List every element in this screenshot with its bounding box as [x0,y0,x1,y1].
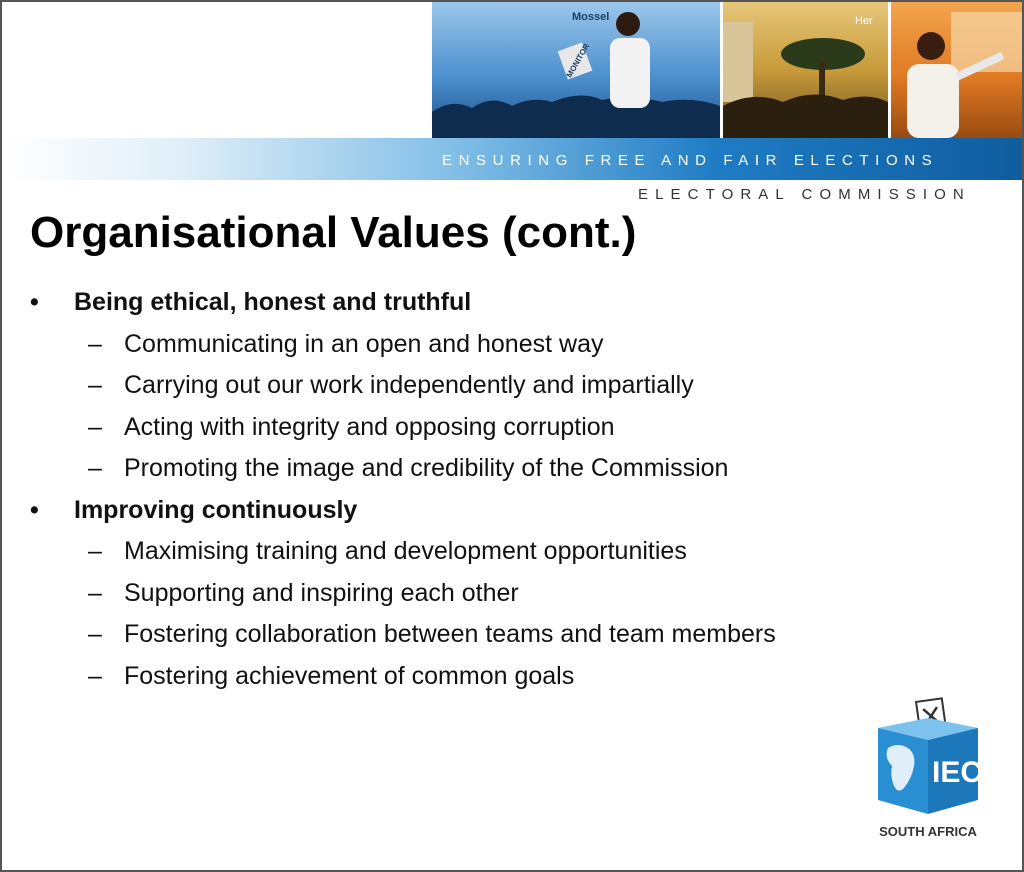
list-item [30,533,930,575]
bullet-marker: • [30,495,39,524]
dash-marker: – [88,661,102,690]
iec-logo [868,696,988,846]
photo-text-her: Her [855,15,873,27]
dash-marker: – [88,620,102,648]
item-text: Carrying out our work independently and impartially [124,371,694,399]
list-item [30,450,930,492]
item-text: Maximising training and development opportunities [124,537,687,565]
slide-title: Organisational Values (cont.) [30,208,637,257]
logo-caption: SOUTH AFRICA [879,824,977,839]
item-text: Acting with integrity and opposing corruption [124,412,615,441]
photo-village-queue [723,2,888,138]
item-text: Fostering achievement of common goals [124,661,575,690]
photo-text-mossel: Mossel [572,11,610,23]
organisation-name: ELECTORAL COMMISSION [638,186,971,203]
photo-official-map [891,2,1022,138]
dash-marker: – [88,537,102,565]
dash-marker: – [88,329,102,358]
bullet-list [30,284,930,699]
item-text: Communicating in an open and honest way [124,329,604,358]
heading-text: Improving continuously [74,495,358,524]
dash-marker: – [88,578,102,607]
photo-text-monitor: MONITOR [564,42,592,80]
tagline: ENSURING FREE AND FAIR ELECTIONS [442,152,939,169]
logo-letters: IEC [932,756,983,789]
list-item [30,367,930,409]
item-text: Supporting and inspiring each other [124,578,519,607]
list-item [30,616,930,658]
list-item [30,409,930,451]
list-item [30,575,930,617]
list-item-heading [30,492,930,534]
bullet-marker: • [30,288,39,316]
dash-marker: – [88,454,102,482]
list-item [30,326,930,368]
list-item-heading [30,284,930,326]
dash-marker: – [88,412,102,441]
photo-voters-crowd [432,2,720,138]
item-text: Promoting the image and credibility of the Commission [124,454,729,482]
dash-marker: – [88,371,102,399]
item-text: Fostering collaboration between teams and team members [124,620,776,648]
list-item [30,658,930,700]
heading-text: Being ethical, honest and truthful [74,288,472,316]
header-banner [2,2,1022,203]
